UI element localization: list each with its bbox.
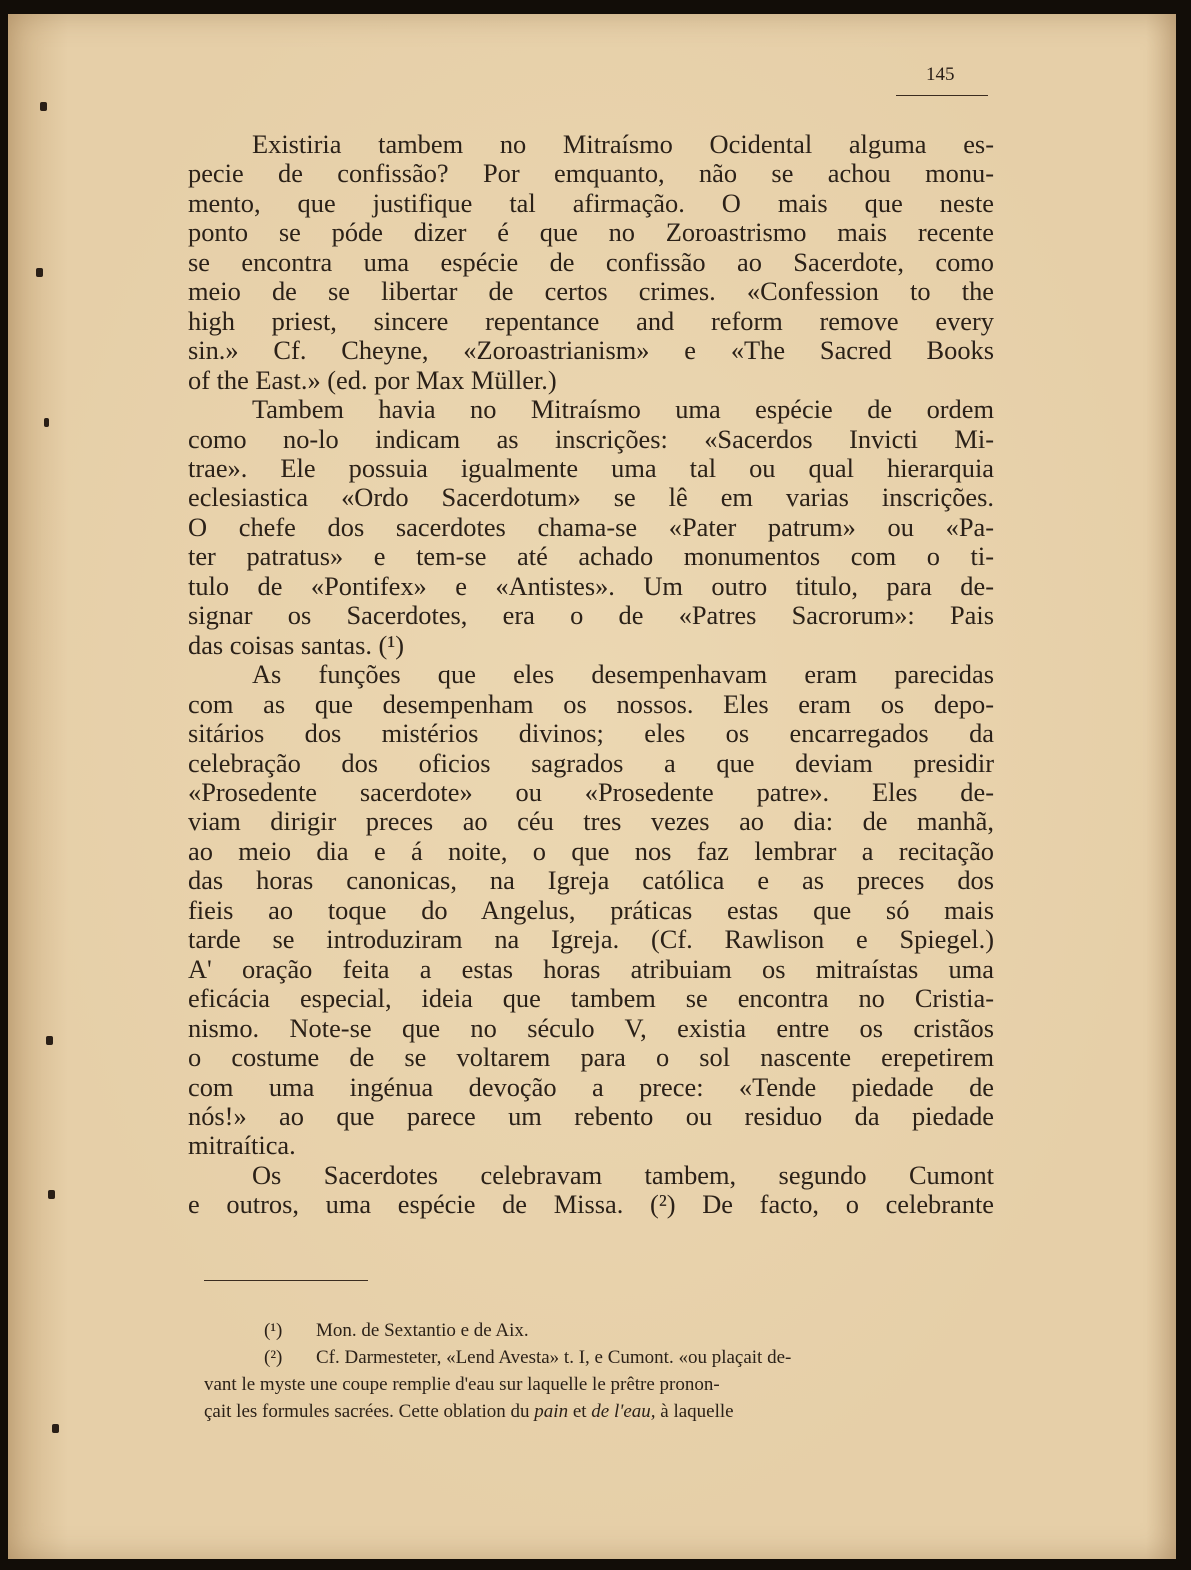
footnote-text: çait les formules sacrées. Cette oblation du [204, 1401, 535, 1422]
paragraph-mass [188, 1161, 994, 1220]
margin-mark [44, 418, 49, 427]
text-line: eficácia especial, ideia que tambem se encontra no Cristia- [188, 983, 994, 1014]
text-line: nós!» ao que parece um rebento ou residuo da piedade [188, 1100, 994, 1131]
footnote-italic: de l'eau, [591, 1401, 656, 1422]
text-line: Tambem havia no Mitraísmo uma espécie de ordem [252, 394, 994, 425]
footnote-text: Cf. Darmesteter, «Lend Avesta» t. I, e Cumont. «ou plaçait de- [316, 1347, 792, 1368]
footnote-text: à laquelle [655, 1401, 734, 1422]
footnote-text: et [568, 1401, 592, 1422]
footnote-label: (²) [264, 1347, 283, 1368]
text-line: pecie de confissão? Por emquanto, não se achou monu- [188, 158, 994, 189]
margin-mark [48, 1190, 55, 1199]
footnote-2-cont [204, 1398, 1010, 1425]
footnotes [204, 1317, 1010, 1425]
footnote-text: Mon. de Sextantio e de Aix. [316, 1320, 529, 1341]
text-line: ter patratus» e tem-se até achado monumentos com o ti- [188, 541, 994, 572]
paragraph-functions [188, 660, 994, 1161]
text-line: of the East.» (ed. por Max Müller.) [188, 364, 557, 395]
margin-mark [46, 1036, 53, 1045]
footnote-rule [204, 1280, 368, 1281]
footnote-italic: pain [534, 1401, 569, 1422]
footnote-2 [204, 1344, 1010, 1371]
footnote-label: (¹) [264, 1320, 283, 1341]
footnote-1 [204, 1317, 1010, 1344]
text-line: eclesiastica «Ordo Sacerdotum» se lê em varias inscrições. [188, 482, 994, 513]
text-line: meio de se libertar de certos crimes. «Confession to the [188, 276, 994, 307]
text-line: «Prosedente sacerdote» ou «Prosedente patre». Eles de- [188, 776, 994, 807]
text-line: Existiria tambem no Mitraísmo Ocidental alguma es- [252, 129, 994, 159]
text-line: nismo. Note-se que no século V, existia entre os cristãos [188, 1012, 994, 1043]
book-page [8, 14, 1176, 1559]
page-number-rule [896, 95, 988, 96]
footnote-2-cont: vant le myste une coupe remplie d'eau sur laquelle le prêtre pronon- [204, 1374, 720, 1395]
margin-mark [36, 268, 43, 277]
text-line: O chefe dos sacerdotes chama-se «Pater patrum» ou «Pa- [188, 511, 994, 542]
text-line: viam dirigir preces ao céu tres vezes ao dia: de manhã, [188, 806, 994, 837]
text-line: mitraítica. [188, 1130, 296, 1161]
text-line: com uma ingénua devoção a prece: «Tende piedade de [188, 1071, 994, 1102]
text-line: das horas canonicas, na Igreja católica e as preces dos [188, 865, 994, 896]
text-line: com as que desempenham os nossos. Eles eram os depo- [188, 688, 994, 719]
text-line: das coisas santas. (¹) [188, 629, 405, 660]
text-line: As funções que eles desempenhavam eram parecidas [252, 659, 994, 690]
text-line: se encontra uma espécie de confissão ao Sacerdote, como [188, 246, 994, 277]
page-number: 145 [926, 64, 955, 85]
text-line: mento, que justifique tal afirmação. O mais que neste [188, 187, 994, 218]
text-line: sin.» Cf. Cheyne, «Zoroastrianism» e «The Sacred Books [188, 335, 994, 366]
text-line: ponto se póde dizer é que no Zoroastrismo mais recente [188, 217, 994, 248]
text-line: celebração dos oficios sagrados a que deviam presidir [188, 747, 994, 778]
text-line: como no-lo indicam as inscrições: «Sacerdos Invicti Mi- [188, 423, 994, 454]
text-line: tulo de «Pontifex» e «Antistes». Um outro titulo, para de- [188, 570, 994, 601]
margin-mark [52, 1424, 59, 1433]
body-text [188, 130, 994, 1220]
paragraph-order [188, 395, 994, 660]
text-line: Os Sacerdotes celebravam tambem, segundo Cumont [252, 1159, 994, 1190]
paragraph-confession [188, 130, 994, 395]
text-line: o costume de se voltarem para o sol nascente erepetirem [188, 1042, 994, 1073]
text-line: high priest, sincere repentance and reform remove every [188, 305, 994, 336]
text-line: sitários dos mistérios divinos; eles os encarregados da [188, 718, 994, 749]
text-line: ao meio dia e á noite, o que nos faz lembrar a recitação [188, 835, 994, 866]
text-line: tarde se introduziram na Igreja. (Cf. Rawlison e Spiegel.) [188, 924, 994, 955]
text-line: signar os Sacerdotes, era o de «Patres Sacrorum»: Pais [188, 600, 994, 631]
text-line: e outros, uma espécie de Missa. (²) De facto, o celebrante [188, 1189, 994, 1220]
text-line: A' oração feita a estas horas atribuiam os mitraístas uma [188, 953, 994, 984]
text-line: fieis ao toque do Angelus, práticas estas que só mais [188, 894, 994, 925]
margin-mark [40, 102, 47, 111]
text-line: trae». Ele possuia igualmente uma tal ou qual hierarquia [188, 452, 994, 483]
